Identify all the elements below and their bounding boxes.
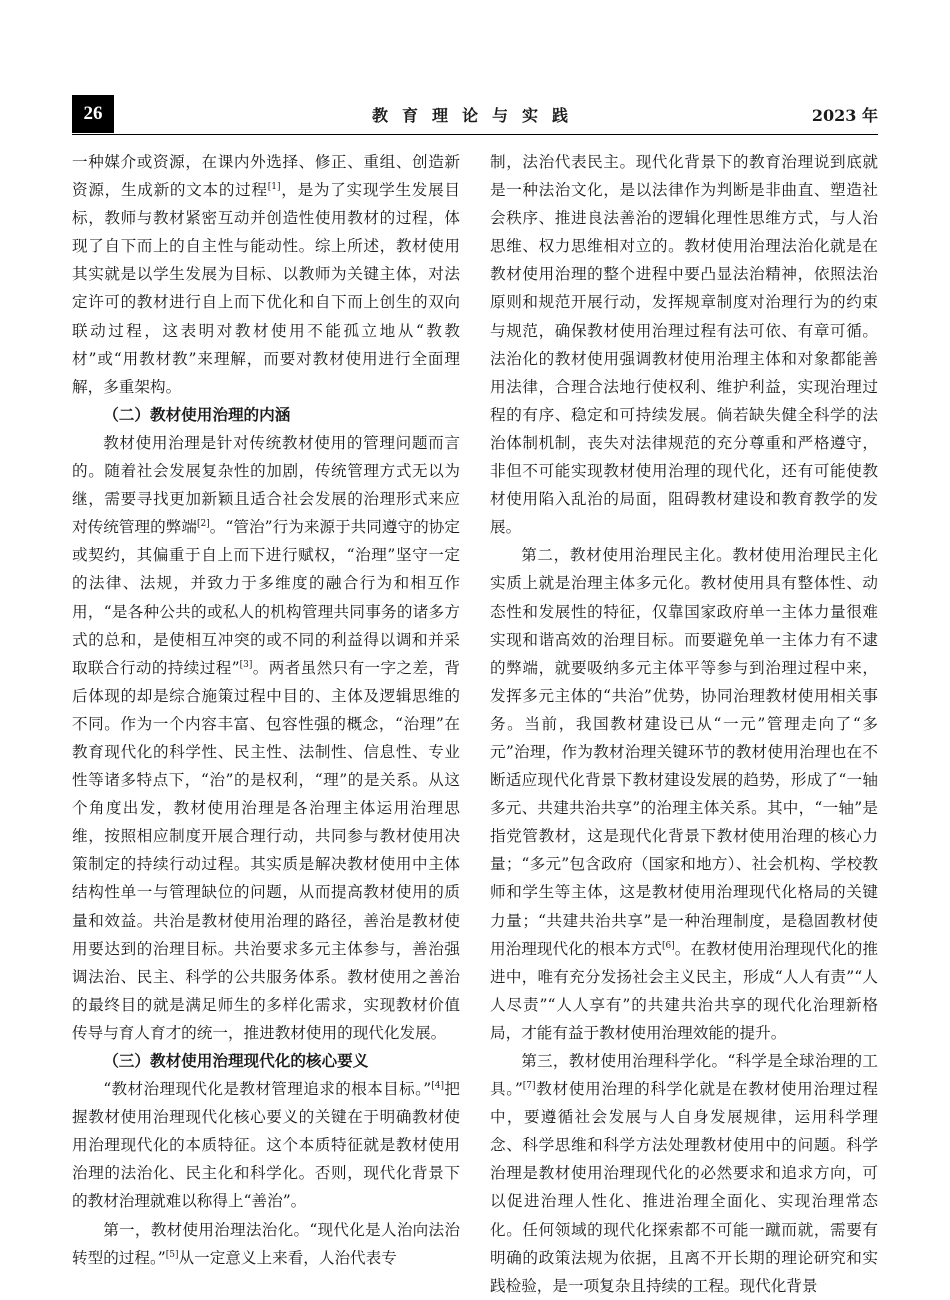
paragraph-text: 教材使用治理是针对传统教材使用的管理问题而言的。随着社会发展复杂性的加剧，传统管理方式无以为继，需要寻找更加新颖且适合社会发展的治理形式来应对传统管理的弊端 — [72, 433, 460, 537]
citation-ref: [5] — [165, 1249, 179, 1260]
paragraph — [72, 429, 460, 1047]
paragraph — [72, 1075, 460, 1215]
page-number: 26 — [72, 95, 114, 133]
paragraph-text: “教材治理现代化是教材管理追求的根本目标。” — [103, 1080, 432, 1099]
section-heading: （二）教材使用治理的内涵 — [103, 405, 291, 424]
paragraph-text: 教材使用治理的科学化就是在教材使用治理过程中，要遵循社会发展与人自身发展规律，运用科学理念、科学思维和科学方法处理教材使用中的问题。科学治理是教材使用治理现代化的必然要求和追求方向，可以促进治理人性化、推进治理全面化、实现治理常态化。任何领域的现代化探索都不可能一蹴而就，需要有明确的政策法规为依据，且离不开长期的理论研究和实践检验，是一项复杂且持续的工程。现代化背景 — [490, 1080, 878, 1295]
paragraph-text: 。“管治”行为来源于共同遵守的协定或契约，其偏重于自上而下进行赋权，“治理”坚守一定的法律、法规，并致力于多维度的融合行为和相互作用，“是各种公共的或私人的机构管理共同事务的诸多方式的总和，是使相互冲突的或不同的利益得以调和并采取联合行动的持续过程” — [72, 518, 460, 677]
paragraph: 制，法治代表民主。现代化背景下的教育治理说到底就是一种法治文化，是以法律作为判断是非曲直、塑造社会秩序、推进良法善治的逻辑化理性思维方式，与人治思维、权力思维相对立的。教材使用治理法治化就是在教材使用治理的整个进程中要凸显法治精神，依照法治原则和规范开展行动，发挥规章制度对治理行为的约束与规范，确保教材使用治理过程有法可依、有章可循。法治化的教材使用强调教材使用治理主体和对象都能善用法律，合理合法地行使权利、维护利益，实现治理过程的有序、稳定和可持续发展。倘若缺失健全科学的法治体制机制，丧失对法律规范的充分尊重和严格遵守，非但不可能实现教材使用治理的现代化，还有可能使教材使用陷入乱治的局面，阻碍教材建设和教育教学的发展。 — [490, 153, 878, 537]
paragraph-text: ，是为了实现学生发展目标，教师与教材紧密互动并创造性使用教材的过程，体现了自下而上的自主性与能动性。综上所述，教材使用其实就是以学生发展为目标、以教师为关键主体，对法定许可的教材进行自上而下优化和自下而上创生的双向联动过程，这表明对教材使用不能孤立地从“教教材”或“用教材教”来理解，而要对教材使用进行全面理解，多重架构。 — [72, 181, 460, 396]
left-column — [72, 148, 460, 1272]
paragraph — [490, 541, 878, 1047]
citation-ref: [4] — [431, 1081, 444, 1092]
paragraph-text: 。在教材使用治理现代化的推进中，唯有充分发扬社会主义民主，形成“人人有责”“人人尽责”“人人享有”的共建共治共享的现代化治理新格局，才能有益于教材使用治理效能的提升。 — [490, 939, 878, 1042]
citation-ref: [1] — [267, 182, 281, 193]
paragraph-text: 从一定意义上来看，人治代表专 — [178, 1248, 397, 1267]
paragraph-text: 把握教材使用治理现代化核心要义的关键在于明确教材使用治理现代化的本质特征。这个本质特征就是教材使用治理的法治化、民主化和科学化。否则，现代化背景下的教材治理就难以称得上“善治”。 — [72, 1080, 460, 1211]
paragraph-text: 一种媒介或资源，在课内外选择、修正、重组、创造新资源，生成新的文本的过程 — [72, 153, 460, 200]
paragraph — [72, 148, 460, 401]
citation-ref: [2] — [196, 519, 210, 530]
citation-ref: [3] — [239, 659, 253, 670]
page-header — [72, 95, 878, 133]
publication-year: 2023 年 — [811, 106, 878, 125]
paragraph — [72, 1216, 460, 1272]
right-column — [490, 148, 878, 1300]
paragraph — [490, 1047, 878, 1300]
paragraph-text: 第一，教材使用治理法治化。“现代化是人治向法治转型的过程。” — [72, 1220, 460, 1267]
journal-title: 教育理论与实践 — [372, 106, 583, 125]
citation-ref: [6] — [661, 940, 675, 951]
header-rule — [72, 134, 878, 135]
paragraph-text: 第二，教材使用治理民主化。教材使用治理民主化实质上就是治理主体多元化。教材使用具有整体性、动态性和发展性的特征，仅靠国家政府单一主体力量很难实现和谐高效的治理目标。而要避免单一主体力有不逮的弊端，就要吸纳多元主体平等参与到治理过程中来，发挥多元主体的“共治”优势，协同治理教材使用相关事务。当前，我国教材建设已从“一元”管理走向了“多元”治理，作为教材治理关键环节的教材使用治理也在不断适应现代化背景下教材建设发展的趋势，形成了“一轴多元、共建共治共享”的治理主体关系。其中，“一轴”是指党管教材，这是现代化背景下教材使用治理的核心力量；“多元”包含政府（国家和地方）、社会机构、学校教师和学生等主体，这是教材使用治理现代化格局的关键力量；“共建共治共享”是一种治理制度，是稳固教材使用治理现代化的根本方式 — [490, 546, 878, 958]
section-heading: （三）教材使用治理现代化的核心要义 — [103, 1052, 369, 1070]
citation-ref: [7] — [522, 1081, 536, 1092]
paragraph-text: 。两者虽然只有一字之差，背后体现的却是综合施策过程中目的、主体及逻辑思维的不同。作为一个内容丰富、包容性强的概念，“治理”在教育现代化的科学性、民主性、法制性、信息性、专业性等诸多特点下，“治”的是权利，“理”的是关系。从这个角度出发，教材使用治理是各治理主体运用治理思维，按照相应制度开展合理行动，共同参与教材使用决策制定的持续行动过程。其实质是解决教材使用中主体结构性单一与管理缺位的问题，从而提高教材使用的质量和效益。共治是教材使用治理的路径，善治是教材使用要达到的治理目标。共治要求多元主体参与，善治强调法治、民主、科学的公共服务体系。教材使用之善治的最终目的就是满足师生的多样化需求，实现教材价值传导与育人育才的统一，推进教材使用的现代化发展。 — [72, 658, 460, 1042]
paragraph-text: 第三，教材使用治理科学化。“科学是全球治理的工具。” — [490, 1052, 878, 1099]
